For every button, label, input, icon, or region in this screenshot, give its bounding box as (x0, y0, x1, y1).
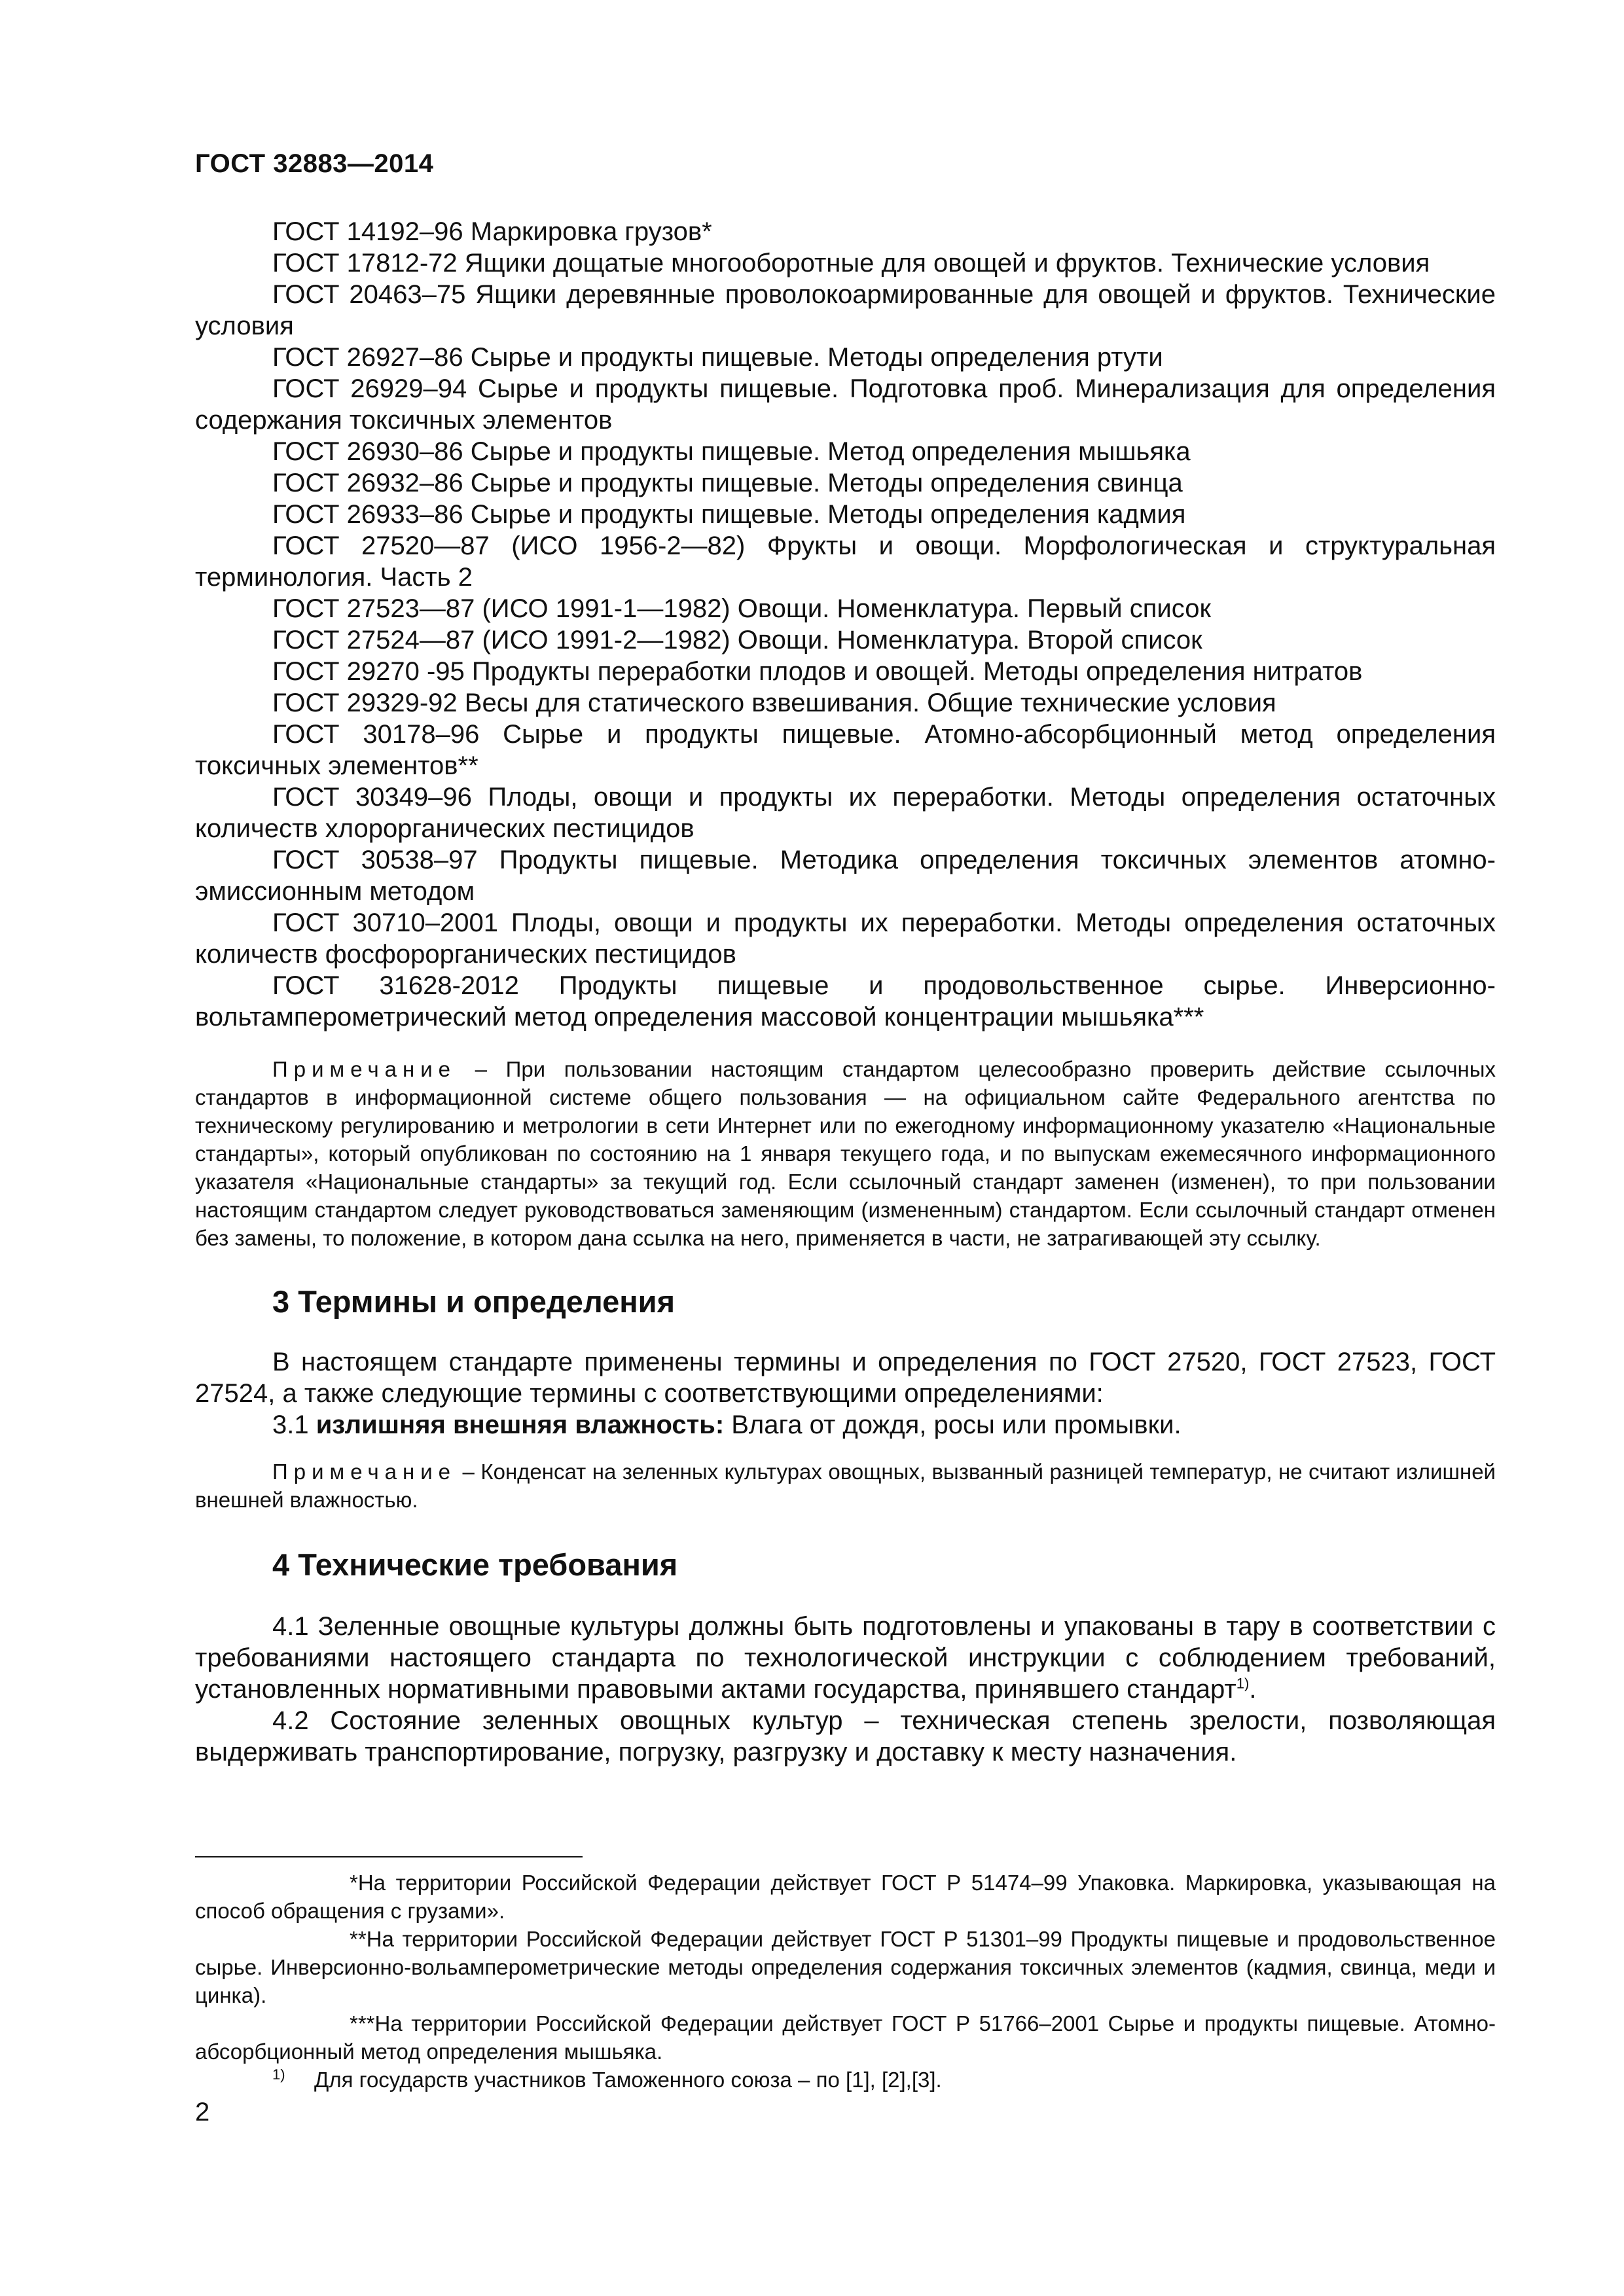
footnote-ref: 1) (1236, 1675, 1250, 1692)
references-note (195, 1055, 1496, 1252)
reference-item: ГОСТ 26930–86 Сырье и продукты пищевые. Метод определения мышьяка (272, 437, 1191, 466)
footnote-item (195, 1925, 1496, 2009)
section-3-intro: В настоящем стандарте применены термины и определения по ГОСТ 27520, ГОСТ 27523, ГОСТ 27524, а также следующие термины с соответствующими определениями: (195, 1348, 1496, 1408)
footnote-mark: *** (350, 2011, 375, 2036)
term-3-1 (195, 1409, 1496, 1441)
footnote-mark: ** (350, 1927, 367, 1951)
footnote-text: На территории Российской Федерации действует ГОСТ Р 51301–99 Продукты пищевые и продовольственное сырье. Инверсионно-вольамперометрические методы определения содержания токсичных элементов (кадмия, свинца, меди и цинка). (195, 1927, 1496, 2007)
note-label: Примечание (272, 1460, 457, 1484)
clause-4-1-text: 4.1 Зеленные овощные культуры должны быть подготовлены и упакованы в тару в соответствии с требованиями настоящего стандарта по технологической инструкции с соблюдением требований, установленных нормативными правовыми актами государства, принявшего стандарт (195, 1612, 1496, 1704)
reference-item: ГОСТ 26927–86 Сырье и продукты пищевые. Методы определения ртути (272, 343, 1163, 372)
reference-item: ГОСТ 27523—87 (ИСО 1991-1—1982) Овощи. Номенклатура. Первый список (272, 594, 1211, 623)
note-text: – Конденсат на зеленных культурах овощных, вызванный разницей температур, не считают излишней внешней влажностью. (195, 1460, 1496, 1512)
footnote-item (195, 2009, 1496, 2066)
reference-item: ГОСТ 30349–96 Плоды, овощи и продукты их переработки. Методы определения остаточных количеств хлорорганических пестицидов (195, 783, 1496, 843)
note-text: – При пользовании настоящим стандартом целесообразно проверить действие ссылочных стандартов в информационной системе общего пользования — на официальном сайте Федерального агентства по техническому регулированию и метрологии в сети Интернет или по ежегодному информационному указателю «Национальные стандарты», который опубликован по состоянию на 1 января текущего года, и по выпускам ежемесячного информационного указателя «Национальные стандарты» за текущий год. Если ссылочный стандарт заменен (изменен), то при пользовании настоящим стандартом следует руководствоваться заменяющим (измененным) стандартом. Если ссылочный стандарт отменен без замены, то положение, в котором дана ссылка на него, применяется в части, не затрагивающей эту ссылку. (195, 1057, 1496, 1250)
reference-item: ГОСТ 27524—87 (ИСО 1991-2—1982) Овощи. Номенклатура. Второй список (272, 626, 1202, 655)
reference-item: ГОСТ 30178–96 Сырье и продукты пищевые. Атомно-абсорбционный метод определения токсичных элементов** (195, 720, 1496, 780)
footnote-divider (195, 1856, 583, 1857)
footnote-text: Для государств участников Таможенного союза – по [1], [2],[3]. (314, 2068, 942, 2092)
reference-item: ГОСТ 27520—87 (ИСО 1956-2—82) Фрукты и овощи. Морфологическая и структуральная терминология. Часть 2 (195, 531, 1496, 592)
reference-item: ГОСТ 31628-2012 Продукты пищевые и продовольственное сырье. Инверсионно-вольтамперометрический метод определения массовой концентрации мышьяка*** (195, 971, 1496, 1031)
footnotes (195, 1869, 1496, 2094)
footnote-item: $^{1)}$ Для государств участников Таможенного союза – по [1], [2],[3]. (272, 2066, 942, 2092)
page-number: 2 (195, 2098, 210, 2126)
reference-item: ГОСТ 14192–96 Маркировка грузов* (272, 217, 712, 246)
main-content (195, 216, 1496, 1768)
footnote-text: На территории Российской Федерации действует ГОСТ Р 51766–2001 Сырье и продукты пищевые. Атомно-абсорбционный метод определения мышьяка. (195, 2011, 1496, 2064)
reference-item: ГОСТ 20463–75 Ящики деревянные проволокоармированные для овощей и фруктов. Технические условия (195, 280, 1496, 340)
term-name: излишняя внешняя влажность: (316, 1410, 725, 1439)
clause-4-1-end: . (1249, 1675, 1257, 1704)
reference-item: ГОСТ 30538–97 Продукты пищевые. Методика определения токсичных элементов атомно-эмиссионным методом (195, 846, 1496, 906)
section-4-heading: 4 Технические требования (272, 1547, 678, 1582)
document-header-code: ГОСТ 32883—2014 (195, 149, 434, 178)
footnote-item (195, 1869, 1496, 1925)
reference-item: ГОСТ 26932–86 Сырье и продукты пищевые. Методы определения свинца (272, 469, 1183, 497)
reference-item: ГОСТ 26929–94 Сырье и продукты пищевые. Подготовка проб. Минерализация для определения содержания токсичных элементов (195, 374, 1496, 435)
footnote-mark: * (350, 1871, 358, 1895)
term-number: 3.1 (272, 1410, 316, 1439)
normative-references-list (195, 216, 1496, 1033)
footnote-text: На территории Российской Федерации действует ГОСТ Р 51474–99 Упаковка. Маркировка, указывающая на способ обращения с грузами». (195, 1871, 1496, 1923)
term-note (195, 1458, 1496, 1514)
term-definition: Влага от дождя, росы или промывки. (724, 1410, 1182, 1439)
section-3-heading: 3 Термины и определения (272, 1284, 675, 1319)
clause-4-1 (195, 1611, 1496, 1705)
reference-item: ГОСТ 17812-72 Ящики дощатые многооборотные для овощей и фруктов. Технические условия (272, 249, 1430, 278)
reference-item: ГОСТ 26933–86 Сырье и продукты пищевые. Методы определения кадмия (272, 500, 1186, 529)
reference-item: ГОСТ 30710–2001 Плоды, овощи и продукты их переработки. Методы определения остаточных количеств фосфорорганических пестицидов (195, 908, 1496, 969)
note-label: Примечание (272, 1057, 457, 1081)
clause-4-2: 4.2 Состояние зеленных овощных культур – техническая степень зрелости, позволяющая выдерживать транспортирование, погрузку, разгрузку и доставку к месту назначения. (195, 1706, 1496, 1767)
reference-item: ГОСТ 29329-92 Весы для статического взвешивания. Общие технические условия (272, 689, 1276, 717)
reference-item: ГОСТ 29270 -95 Продукты переработки плодов и овощей. Методы определения нитратов (272, 657, 1363, 686)
